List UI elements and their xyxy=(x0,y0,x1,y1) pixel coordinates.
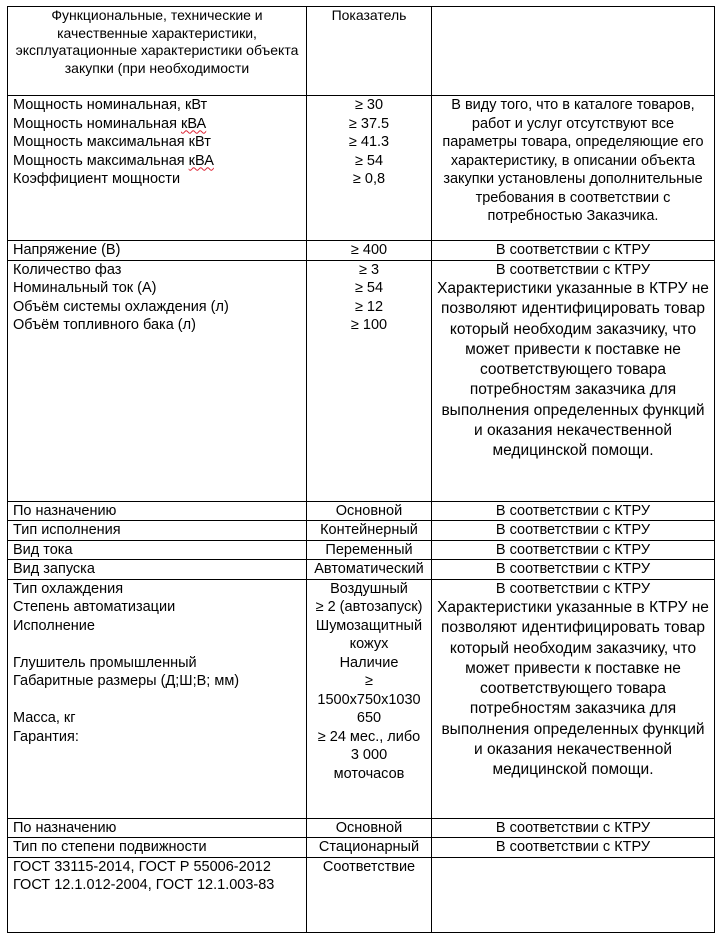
value-power-factor: ≥ 0,8 xyxy=(352,171,386,187)
group3-note xyxy=(432,579,715,818)
value-standards: Соответствие xyxy=(307,857,432,932)
row-execution-type xyxy=(8,521,715,541)
note-purpose-2: В соответствии с КТРУ xyxy=(432,818,715,838)
value-muffler: Наличие xyxy=(339,654,399,671)
value-current-type: Переменный xyxy=(307,540,432,560)
row-mobility-type xyxy=(8,838,715,858)
group2-row xyxy=(8,260,715,501)
note-voltage: В соответствии с КТРУ xyxy=(432,241,715,261)
name-power-factor: Коэффициент мощности xyxy=(13,171,181,187)
spec-table xyxy=(7,6,715,933)
name-execution-type: Тип исполнения xyxy=(8,521,307,541)
group2-note-text: Характеристики указанные в КТРУ не позволяют идентифицировать товар который необходим заказчику, что может привести к поставке не соответствующего товара потребностям заказчика для выполнения определенных функций и оказания некачественной медицинской помощи. xyxy=(437,280,709,460)
value-mass: 650 xyxy=(356,710,382,726)
name-design: Исполнение xyxy=(13,617,95,634)
value-rated-current: ≥ 54 xyxy=(354,280,384,296)
value-power-nominal-kw: ≥ 30 xyxy=(354,97,384,113)
value-automation-level: ≥ 2 (автозапуск) xyxy=(315,599,423,615)
name-fuel-tank-volume: Объём топливного бака (л) xyxy=(13,317,196,333)
voltage-row xyxy=(8,241,715,261)
group2-note xyxy=(432,260,715,501)
name-mass: Масса, кг xyxy=(13,710,76,726)
note-purpose: В соответствии с КТРУ xyxy=(432,501,715,521)
group2-names xyxy=(8,260,307,501)
header-characteristics: Функциональные, технические и качественные характеристики, эксплуатационные характеристики объекта закупки (при необходимости xyxy=(8,7,307,96)
value-cooling-volume: ≥ 12 xyxy=(354,298,384,315)
value-power-max-kva: ≥ 54 xyxy=(354,152,384,169)
name-phase-count: Количество фаз xyxy=(13,261,122,278)
row-start-type xyxy=(8,560,715,580)
note-execution-type: В соответствии с КТРУ xyxy=(432,521,715,541)
name-muffler: Глушитель промышленный xyxy=(13,654,197,671)
value-fuel-tank-volume: ≥ 100 xyxy=(350,317,388,333)
value-dimensions-1: ≥ xyxy=(365,673,373,689)
name-power-max-kw: Мощность максимальная кВт xyxy=(13,134,211,150)
note-start-type: В соответствии с КТРУ xyxy=(432,560,715,580)
value-design-1: Шумозащитный xyxy=(315,617,423,634)
header-row xyxy=(8,7,715,96)
value-warranty-3: моточасов xyxy=(333,765,405,782)
name-start-type: Вид запуска xyxy=(8,560,307,580)
row-purpose-1 xyxy=(8,501,715,521)
spacer xyxy=(13,635,301,654)
row-purpose-2 xyxy=(8,818,715,838)
name-voltage: Напряжение (В) xyxy=(8,241,307,261)
group1-names xyxy=(8,96,307,241)
group3-names xyxy=(8,579,307,818)
row-standards xyxy=(8,857,715,932)
name-rated-current: Номинальный ток (А) xyxy=(13,280,157,296)
value-design-2: кожух xyxy=(349,636,389,652)
row-current-type xyxy=(8,540,715,560)
name-current-type: Вид тока xyxy=(8,540,307,560)
value-purpose-2: Основной xyxy=(307,818,432,838)
group2-values xyxy=(307,260,432,501)
group3-note-ktru: В соответствии с КТРУ xyxy=(495,580,651,597)
standard-2: ГОСТ 12.1.012-2004, ГОСТ 12.1.003-83 xyxy=(13,877,275,893)
group3-values xyxy=(307,579,432,818)
value-cooling-type: Воздушный xyxy=(330,580,408,597)
note-current-type: В соответствии с КТРУ xyxy=(432,540,715,560)
value-purpose: Основной xyxy=(307,501,432,521)
header-note xyxy=(432,7,715,96)
group2-note-ktru: В соответствии с КТРУ xyxy=(495,261,651,278)
value-mobility-type: Стационарный xyxy=(307,838,432,858)
name-warranty: Гарантия: xyxy=(13,728,79,745)
header-indicator: Показатель xyxy=(307,7,432,96)
value-warranty-2: 3 000 xyxy=(350,747,388,763)
note-standards xyxy=(432,857,715,932)
value-warranty-1: ≥ 24 мес., либо xyxy=(317,728,421,745)
value-power-nominal-kva: ≥ 37.5 xyxy=(348,115,390,132)
name-automation-level: Степень автоматизации xyxy=(13,599,176,615)
group1-row xyxy=(8,96,715,241)
value-start-type: Автоматический xyxy=(307,560,432,580)
value-dimensions-2: 1500x750x1030 xyxy=(317,691,421,708)
group1-values xyxy=(307,96,432,241)
value-power-max-kw: ≥ 41.3 xyxy=(348,134,390,150)
value-voltage: ≥ 400 xyxy=(307,241,432,261)
name-cooling-type: Тип охлаждения xyxy=(13,580,124,597)
name-cooling-volume: Объём системы охлаждения (л) xyxy=(13,298,229,315)
name-mobility-type: Тип по степени подвижности xyxy=(8,838,307,858)
name-purpose-2: По назначению xyxy=(8,818,307,838)
group3-note-text: Характеристики указанные в КТРУ не позволяют идентифицировать товар который необходим заказчику, что может привести к поставке не соответствующего товара потребностям заказчика для выполнения определенных функций и оказания некачественной медицинской помощи. xyxy=(437,599,709,779)
standards-names xyxy=(8,857,307,932)
group3-row xyxy=(8,579,715,818)
name-power-nominal-kva: Мощность номинальная кВА xyxy=(13,115,207,132)
value-phase-count: ≥ 3 xyxy=(358,261,380,278)
standard-1: ГОСТ 33115-2014, ГОСТ Р 55006-2012 xyxy=(13,858,271,875)
note-mobility-type: В соответствии с КТРУ xyxy=(432,838,715,858)
name-dimensions: Габаритные размеры (Д;Ш;В; мм) xyxy=(13,673,240,689)
value-execution-type: Контейнерный xyxy=(307,521,432,541)
name-power-max-kva: Мощность максимальная кВА xyxy=(13,152,214,169)
name-power-nominal-kw: Мощность номинальная, кВт xyxy=(13,97,208,113)
name-purpose: По назначению xyxy=(8,501,307,521)
group1-note: В виду того, что в каталоге товаров, работ и услуг отсутствуют все параметры товара, определяющие его характеристику, в описании объекта закупки установлены дополнительные требования в соответствии с потребностью Заказчика. xyxy=(432,96,715,241)
spacer xyxy=(13,691,301,710)
